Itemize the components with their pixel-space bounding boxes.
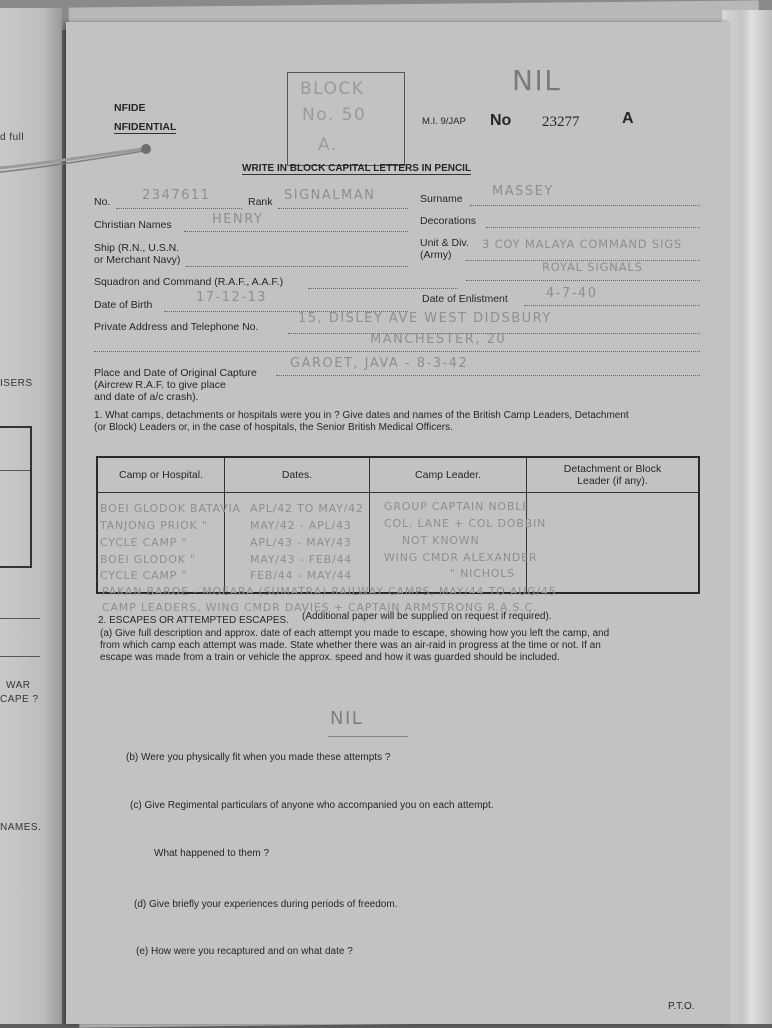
stamp-line-1: BLOCK [300,79,365,99]
camp-row-camp: CYCLE CAMP " [100,536,188,549]
nil-annotation: NIL [512,64,562,97]
dob-label: Date of Birth [94,299,153,311]
christian-names-label: Christian Names [94,219,172,231]
question-2d: (d) Give briefly your experiences during periods of freedom. [134,899,398,910]
confidential-label: NFIDENTIAL [114,121,177,133]
enlistment-label: Date of Enlistment [422,293,508,305]
camp-row-camp: BOEI GLODOK BATAVIA [100,502,241,515]
camp-row-dates: APL/42 TO MAY/42 [250,502,364,515]
camp-row-leader: NOT KNOWN [402,534,480,547]
camp-row-camp: TANJONG PRIOK " [100,519,208,532]
camp-row-leader: WING CMDR ALEXANDER [384,551,538,564]
question-2-note: (Additional paper will be supplied on request if required). [302,611,552,622]
left-page-fragment: WAR [6,680,31,691]
capture-value: GAROET, JAVA - 8-3-42 [290,356,469,371]
surname-value: MASSEY [492,184,554,199]
address-label: Private Address and Telephone No. [94,321,259,333]
question-2c-followup: What happened to them ? [154,848,270,859]
dob-value: 17-12-13 [196,290,268,305]
stamp-line-3: A. [318,135,338,155]
please-turn-over: P.T.O. [668,1001,695,1012]
no-line [116,208,242,209]
camp-row-dates: MAY/43 - FEB/44 [250,553,353,566]
camp-row-dates: FEB/44 - MAY/44 [250,569,353,582]
camp-row-dates: MAY/42 - APL/43 [250,519,352,532]
camp-overflow-2: CAMP LEADERS, WING CMDR DAVIES + CAPTAIN ARMSTRONG R.A.S.C. [102,601,538,614]
question-1: 1. What camps, detachments or hospitals were you in ? Give dates and names of the British Camp Leaders, Detachment (or Block) Leaders or, in the case of hospitals, the Senior British Medical Officers. [94,410,629,433]
number-label: No [490,112,512,129]
address-value-1: 15, DISLEY AVE WEST DIDSBURY [298,311,552,326]
left-page-box [0,426,32,568]
enlistment-line [524,305,700,306]
unit-line-2 [466,280,700,281]
left-page-fragment: d full [0,132,25,143]
question-2e: (e) How were you recaptured and on what date ? [136,946,353,957]
squadron-label: Squadron and Command (R.A.F., A.A.F.) [94,276,284,288]
ship-label: Ship (R.N., U.S.N. or Merchant Navy) [94,242,181,266]
decorations-line [486,227,700,228]
block-stamp [287,72,405,166]
question-2b: (b) Were you physically fit when you made these attempts ? [126,752,391,763]
stamp-line-2: No. 50 [302,105,367,125]
squadron-line [308,288,458,289]
decorations-label: Decorations [420,215,477,227]
unit-value-2: ROYAL SIGNALS [542,260,643,274]
camp-row-leader: GROUP CAPTAIN NOBLE [384,500,530,513]
confidential-top: NFIDE [114,102,146,114]
surname-line [470,205,700,206]
question-2c: (c) Give Regimental particulars of anyone who accompanied you on each attempt. [130,800,494,811]
address-line-2 [94,351,700,352]
camps-header-dates: Dates. [225,457,370,493]
left-page-line [0,656,40,657]
left-page-fragment: CAPE ? [0,694,39,705]
left-page-fragment: ISERS [0,378,33,389]
left-page-line [0,470,30,471]
ship-line [186,266,408,267]
christian-names-value: HENRY [212,212,264,227]
rank-value: SIGNALMAN [284,188,376,203]
nil-answer: NIL [330,708,364,729]
tag-string [0,138,160,178]
camps-header-detachment: Detachment or Block Leader (if any). [527,457,700,493]
reference-code: M.I. 9/JAP [422,116,466,127]
camps-header-camp: Camp or Hospital. [97,457,225,493]
enlistment-value: 4-7-40 [546,286,598,301]
capture-line [276,375,700,376]
question-2-heading: 2. ESCAPES OR ATTEMPTED ESCAPES. [98,615,289,626]
camp-row-dates: APL/43 - MAY/43 [250,536,352,549]
unit-value-1: 3 COY MALAYA COMMAND SIGS [482,237,683,251]
interrogation-form [66,22,730,1024]
left-page-line [0,618,40,619]
camps-header-leader: Camp Leader. [370,457,527,493]
no-value: 2347611 [142,188,211,203]
camp-row-leader: " NICHOLS [450,567,515,580]
camp-row-camp: CYCLE CAMP " [100,569,188,582]
camp-row-camp: BOEI GLODOK " [100,553,196,566]
form-instruction: WRITE IN BLOCK CAPITAL LETTERS IN PENCIL [242,163,472,174]
camp-row-leader: COL. LANE + COL DOBBIN [384,517,547,530]
question-2a: (a) Give full description and approx. date of each attempt you made to escape, showing how you left the camp, and from which camp each attempt was made. State whether there was an air-raid in progress at the time or not. If an escape was made from a train or vehicle the approx. speed and how it was guarded should be included. [100,628,610,663]
nil-underline [328,736,408,737]
left-page-fragment: NAMES. [0,822,42,833]
no-label: No. [94,196,111,208]
rank-line [278,208,408,209]
serial-number: 23277 [542,114,580,130]
camp-overflow-1: PAKAN BAROE - MOEARA (SUMATRA) RAILWAY CAMPS, MAY/44 TO AUG/45 [102,585,557,598]
address-value-2: MANCHESTER, 20 [370,332,507,347]
unit-label: Unit & Div. (Army) [420,237,469,261]
capture-label: Place and Date of Original Capture (Aircrew R.A.F. to give place and date of a/c crash). [94,367,257,403]
surname-label: Surname [420,193,463,205]
serial-letter: A [622,110,634,127]
rank-label: Rank [248,196,273,208]
christian-names-line [184,231,408,232]
